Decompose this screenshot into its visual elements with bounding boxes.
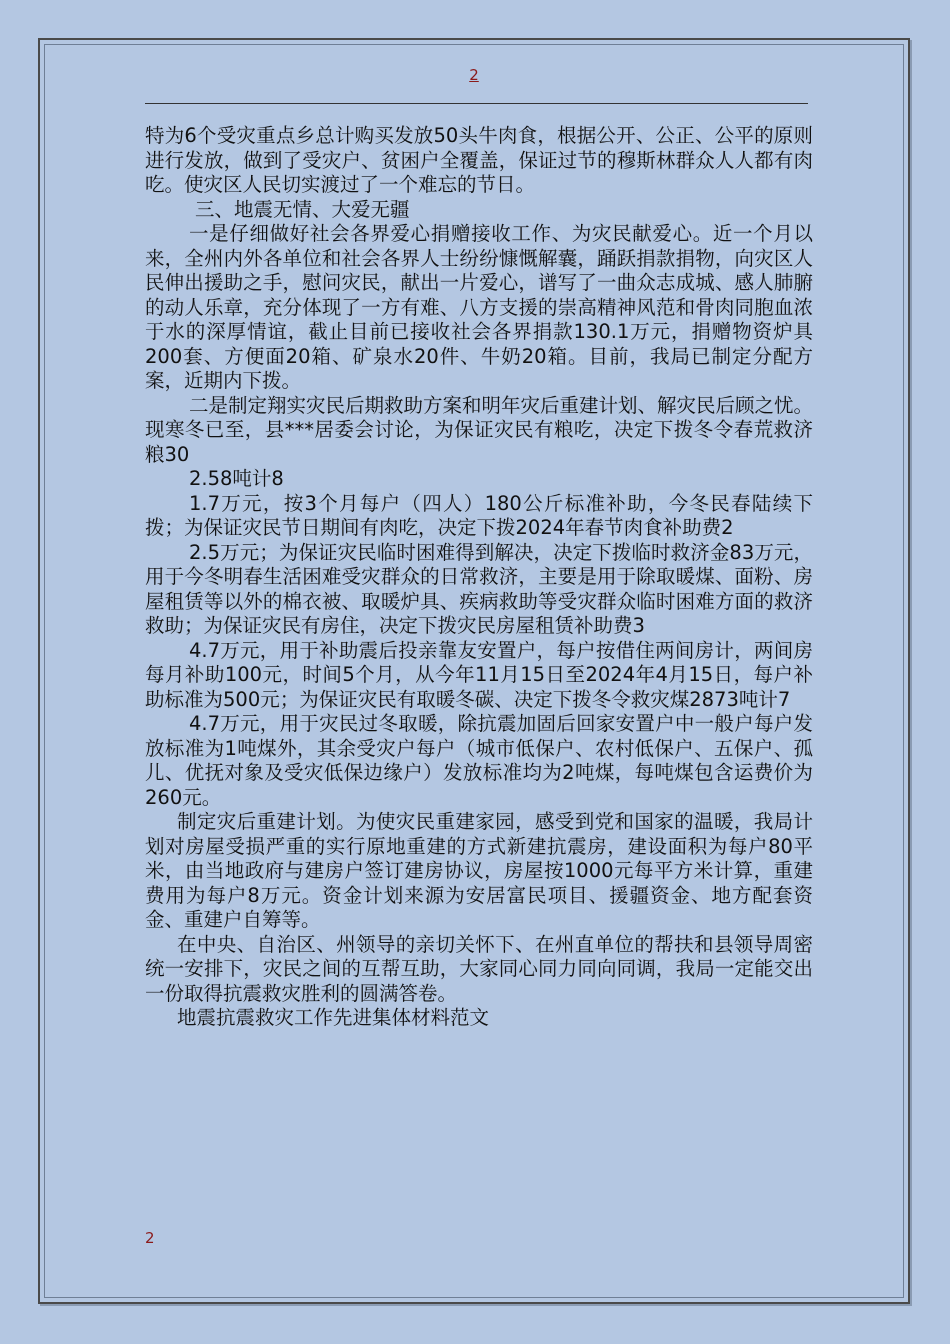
document-page	[38, 38, 910, 1304]
header-page-number: 2	[469, 66, 479, 84]
section-heading: 三、地震无情、大爱无疆	[195, 197, 410, 221]
paragraph: 2.5万元；为保证灾民临时困难得到解决，决定下拨临时救济金83万元，用于今冬明春生活困难受灾群众的日常救济，主要是用于除取暖煤、面粉、房屋租赁等以外的棉衣被、取暖炉具、疾病救助等受灾群众临时困难方面的救济救助；为保证灾民有房住，决定下拨灾民房屋租赁补助费3	[145, 540, 813, 637]
paragraph: 4.7万元，用于补助震后投亲靠友安置户，每户按借住两间房计，两间房每月补助100元，时间5个月，从今年11月15日至2024年4月15日，每户补助标准为500元；为保证灾民有取暖冬碳、决定下拨冬令救灾煤2873吨计7	[145, 638, 813, 711]
document-body	[145, 124, 813, 1031]
paragraph: 1.7万元，按3个月每户（四人）180公斤标准补助，今冬民春陆续下拨；为保证灾民节日期间有肉吃，决定下拨2024年春节肉食补助费2	[145, 491, 813, 539]
paragraph: 地震抗震救灾工作先进集体材料范文	[177, 1006, 490, 1029]
paragraph: 在中央、自治区、州领导的亲切关怀下、在州直单位的帮扶和县领导周密统一安排下，灾民之间的互帮互助，大家同心同力同向同调，我局一定能交出一份取得抗震救灾胜利的圆满答卷。	[145, 932, 813, 1005]
paragraph: 2.58吨计8	[189, 467, 284, 490]
paragraph: 特为6个受灾重点乡总计购买发放50头牛肉食，根据公开、公正、公平的原则进行发放，做到了受灾户、贫困户全覆盖，保证过节的穆斯林群众人人都有肉吃。使灾区人民切实渡过了一个难忘的节日。	[145, 124, 813, 196]
header-divider	[145, 103, 808, 104]
paragraph: 制定灾后重建计划。为使灾民重建家园，感受到党和国家的温暖，我局计划对房屋受损严重的实行原地重建的方式新建抗震房，建设面积为每户80平米，由当地政府与建房户签订建房协议，房屋按1000元每平方米计算，重建费用为每户8万元。资金计划来源为安居富民项目、援疆资金、地方配套资金、重建户自筹等。	[145, 810, 813, 931]
paragraph: 二是制定翔实灾民后期救助方案和明年灾后重建计划、解灾民后顾之忧。现寒冬已至，县***居委会讨论，为保证灾民有粮吃，决定下拨冬令春荒救济粮30	[145, 393, 814, 466]
paragraph: 一是仔细做好社会各界爱心捐赠接收工作、为灾民献爱心。近一个月以来，全州内外各单位和社会各界人士纷纷慷慨解囊，踊跃捐款捐物，向灾区人民伸出援助之手，慰问灾民，献出一片爱心，谱写了一曲众志成城、感人肺腑的动人乐章，充分体现了一方有难、八方支援的崇高精神风范和骨肉同胞血浓于水的深厚情谊，截止目前已接收社会各界捐款130.1万元，捐赠物资炉具200套、方便面20箱、矿泉水20件、牛奶20箱。目前，我局已制定分配方案，近期内下拨。	[145, 222, 813, 392]
footer-page-number: 2	[145, 1229, 155, 1247]
paragraph: 4.7万元，用于灾民过冬取暖，除抗震加固后回家安置户中一般户每户发放标准为1吨煤外，其余受灾户每户（城市低保户、农村低保户、五保户、孤儿、优抚对象及受灾低保边缘户）发放标准均为2吨煤，每吨煤包含运费价为260元。	[145, 712, 813, 809]
